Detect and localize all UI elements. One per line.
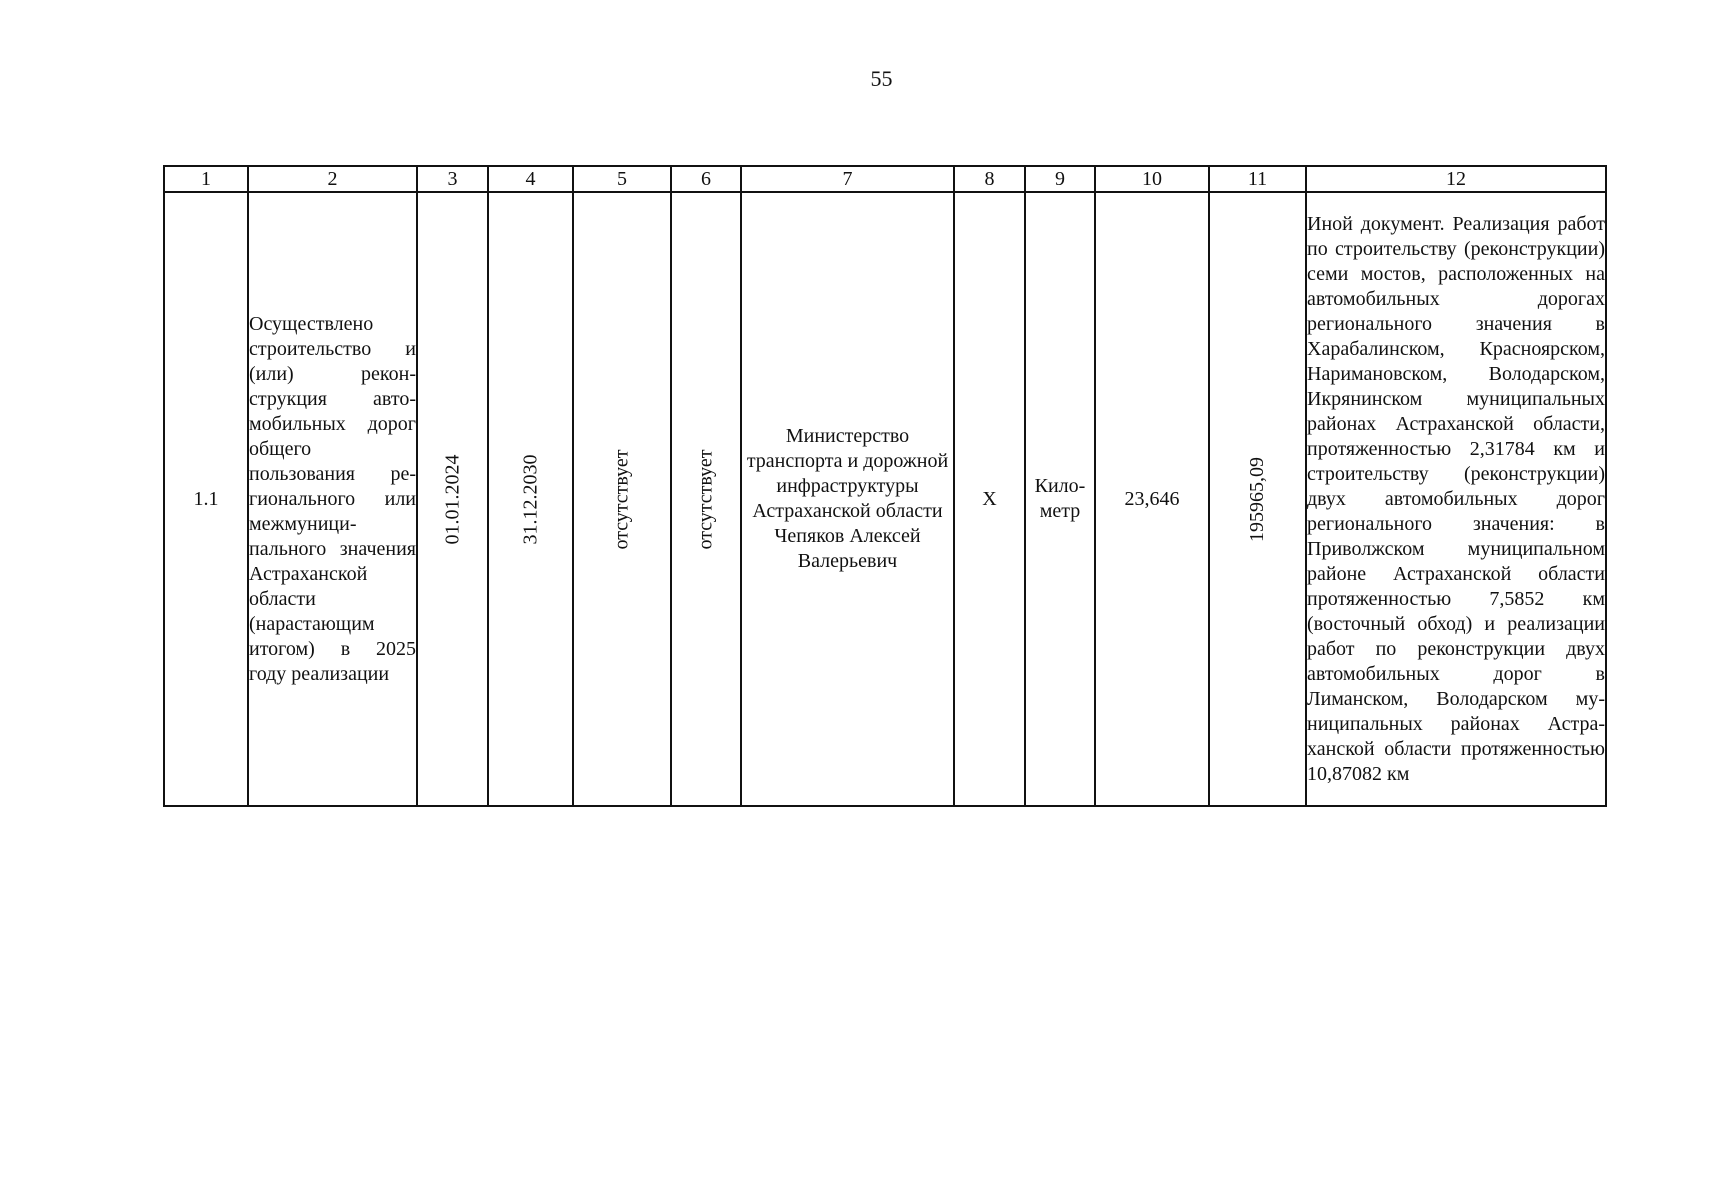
header-row <box>164 166 1606 192</box>
start-date-text: 01.01.2024 <box>441 454 463 544</box>
cell-col8: X <box>954 192 1025 806</box>
cell-responsible <box>741 192 954 806</box>
column-header-8: 8 <box>954 166 1025 192</box>
column-header-6: 6 <box>671 166 741 192</box>
table-row <box>164 192 1606 806</box>
cell-col5 <box>573 192 671 806</box>
column-header-1: 1 <box>164 166 248 192</box>
column-header-2: 2 <box>248 166 417 192</box>
cell-amount <box>1209 192 1306 806</box>
cell-value: 23,646 <box>1095 192 1209 806</box>
cell-document-description <box>1306 192 1606 806</box>
column-header-10: 10 <box>1095 166 1209 192</box>
cell-index: 1.1 <box>164 192 248 806</box>
column-header-11: 11 <box>1209 166 1306 192</box>
cell-col6 <box>671 192 741 806</box>
column-header-9: 9 <box>1025 166 1095 192</box>
column-header-7: 7 <box>741 166 954 192</box>
column-header-12: 12 <box>1306 166 1606 192</box>
indicator-description-text: Осуществлено строительство и (или) реконструкция автомобильных дорог общего пользования регионального или межмуниципального значения Астраханской области (нарастающим итогом) в 2025 году реализации <box>249 312 416 685</box>
cell-indicator-description <box>248 192 417 806</box>
cell-unit: Километр <box>1025 192 1095 806</box>
data-table <box>163 165 1607 807</box>
end-date-text: 31.12.2030 <box>519 454 541 544</box>
responsible-person: Чепяков Алексей Валерьевич <box>774 525 921 572</box>
col5-text: отсутствует <box>610 448 633 550</box>
column-header-3: 3 <box>417 166 488 192</box>
cell-end-date <box>488 192 573 806</box>
page-number: 55 <box>870 66 893 91</box>
col6-text: отсутствует <box>694 448 717 550</box>
column-header-5: 5 <box>573 166 671 192</box>
responsible-organization: Министерство транспорта и дорожной инфраструктуры Астраханской области <box>746 425 949 522</box>
amount-text: 195965,09 <box>1246 456 1268 542</box>
column-header-4: 4 <box>488 166 573 192</box>
document-description-text: Иной документ. Реализация работ по строительству (реконструкции) семи мостов, расположенных на автомобильных дорогах регионального значения в Харабалинском, Красноярском, Наримановском, Володарском, Икрянинском муниципальных районах Астраханской области, протяженностью 2,31784 км и строительству (реконструкции) двух автомобильных дорог регионального значения: в Приволжском муниципальном районе Астраханской области протяженностью 7,5852 км (восточный обход) и реализации работ по реконструкции двух автомобильных дорог в Лиманском, Володарском муниципальных районах Астраханской области протяженностью 10,87082 км <box>1307 212 1605 785</box>
cell-start-date <box>417 192 488 806</box>
